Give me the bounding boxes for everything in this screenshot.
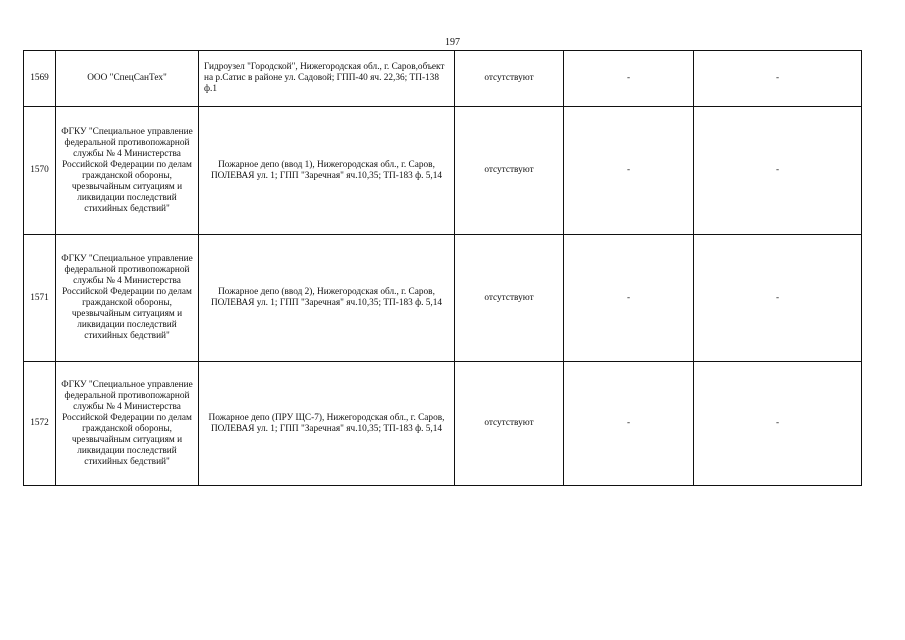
table-row <box>24 362 862 486</box>
column-6-cell: - <box>694 107 862 235</box>
status-cell: отсутствуют <box>455 362 564 486</box>
object-cell: Пожарное депо (ввод 1), Нижегородская обл., г. Саров, ПОЛЕВАЯ ул. 1; ГПП "Заречная" яч.10,35; ТП-183 ф. 5,14 <box>199 107 455 235</box>
object-cell: Пожарное депо (ПРУ ЩС-7), Нижегородская обл., г. Саров, ПОЛЕВАЯ ул. 1; ГПП "Заречная" яч.10,35; ТП-183 ф. 5,14 <box>199 362 455 486</box>
organization-cell: ООО "СпецСанТех" <box>56 51 199 107</box>
status-cell: отсутствуют <box>455 235 564 362</box>
row-number: 1572 <box>24 362 56 486</box>
column-5-cell: - <box>564 362 694 486</box>
document-table <box>23 50 862 486</box>
page-number: 197 <box>445 37 460 48</box>
row-number: 1571 <box>24 235 56 362</box>
column-6-cell: - <box>694 362 862 486</box>
table-row <box>24 51 862 107</box>
table-row <box>24 235 862 362</box>
row-number: 1570 <box>24 107 56 235</box>
column-6-cell: - <box>694 235 862 362</box>
status-cell: отсутствуют <box>455 107 564 235</box>
column-6-cell: - <box>694 51 862 107</box>
column-5-cell: - <box>564 107 694 235</box>
organization-cell: ФГКУ "Специальное управление федеральной противопожарной службы № 4 Министерства Российской Федерации по делам гражданской обороны, чрезвычайным ситуациям и ликвидации последствий стихийных бедствий" <box>56 235 199 362</box>
object-cell: Пожарное депо (ввод 2), Нижегородская обл., г. Саров, ПОЛЕВАЯ ул. 1; ГПП "Заречная" яч.10,35; ТП-183 ф. 5,14 <box>199 235 455 362</box>
column-5-cell: - <box>564 235 694 362</box>
status-cell: отсутствуют <box>455 51 564 107</box>
row-number: 1569 <box>24 51 56 107</box>
organization-cell: ФГКУ "Специальное управление федеральной противопожарной службы № 4 Министерства Российской Федерации по делам гражданской обороны, чрезвычайным ситуациям и ликвидации последствий стихийных бедствий" <box>56 107 199 235</box>
organization-cell: ФГКУ "Специальное управление федеральной противопожарной службы № 4 Министерства Российской Федерации по делам гражданской обороны, чрезвычайным ситуациям и ликвидации последствий стихийных бедствий" <box>56 362 199 486</box>
table-row <box>24 107 862 235</box>
column-5-cell: - <box>564 51 694 107</box>
object-cell: Гидроузел "Городской", Нижегородская обл., г. Саров,объект на р.Сатис в районе ул. Садовой; ГПП-40 яч. 22,36; ТП-138 ф.1 <box>199 51 455 107</box>
